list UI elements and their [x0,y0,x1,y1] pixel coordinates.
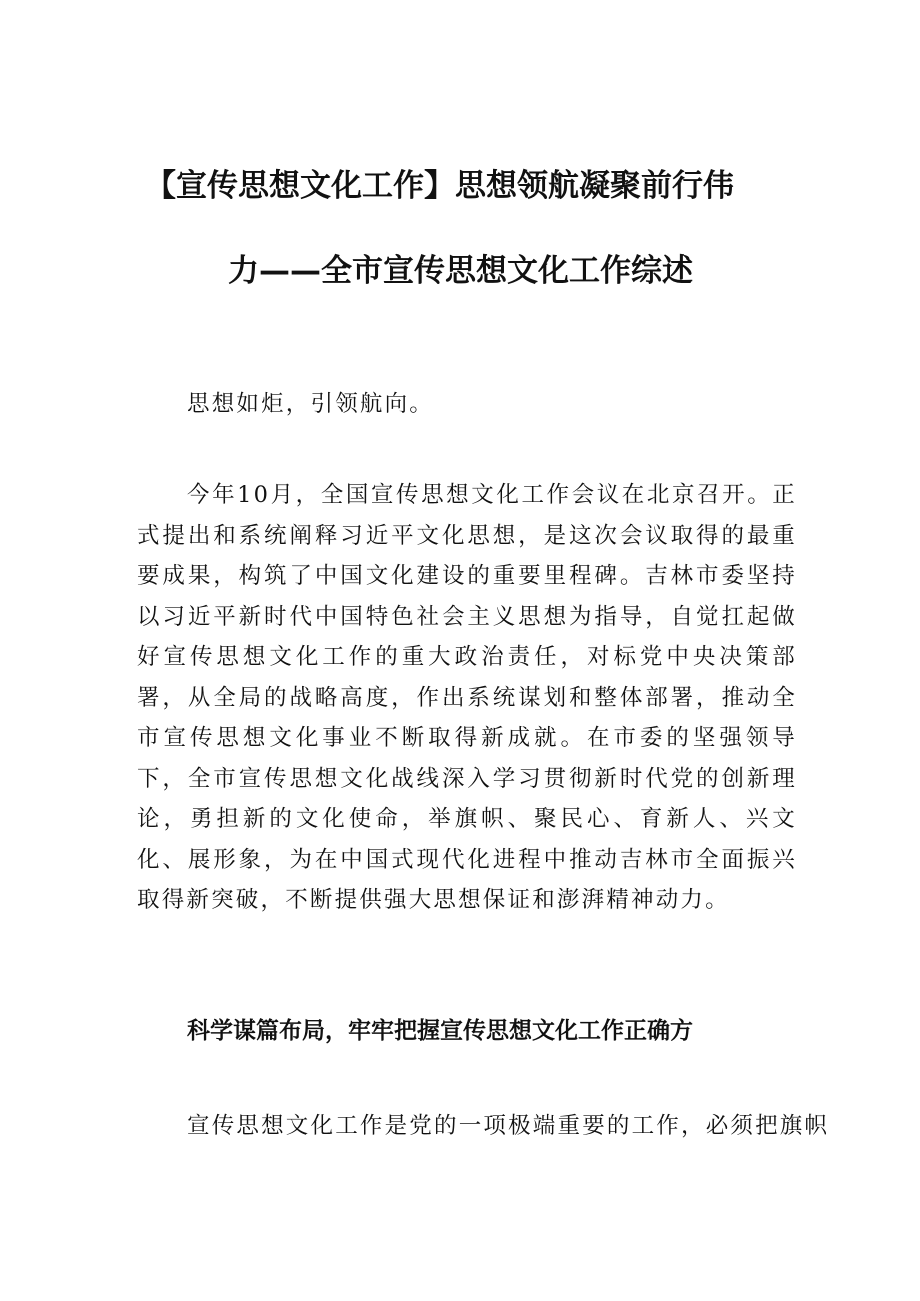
section-heading: 科学谋篇布局，牢牢把握宣传思想文化工作正确方 [187,1018,693,1044]
paragraph-intro: 思想如炬，引领航向。 [187,391,435,417]
paragraph-body: 今年10月，全国宣传思想文化工作会议在北京召开。正式提出和系统阐释习近平文化思想，是这次会议取得的最重要成果，构筑了中国文化建设的重要里程碑。吉林市委坚持以习近平新时代中国特色社会主义思想为指导，自觉扛起做好宣传思想文化工作的重大政治责任，对标党中央决策部署，从全局的战略高度，作出系统谋划和整体部署，推动全市宣传思想文化事业不断取得新成就。在市委的坚强领导下，全市宣传思想文化战线深入学习贯彻新时代党的创新理论，勇担新的文化使命，举旗帜、聚民心、育新人、兴文化、展形象，为在中国式现代化进程中推动吉林市全面振兴取得新突破，不断提供强大思想保证和澎湃精神动力。 [137,482,797,913]
paragraph-section-start: 宣传思想文化工作是党的一项极端重要的工作，必须把旗帜 [187,1113,830,1139]
document-title-line-2: 力——全市宣传思想文化工作综述 [228,253,693,289]
document-title-line-1: 【宣传思想文化工作】思想领航凝聚前行伟 [145,168,734,204]
